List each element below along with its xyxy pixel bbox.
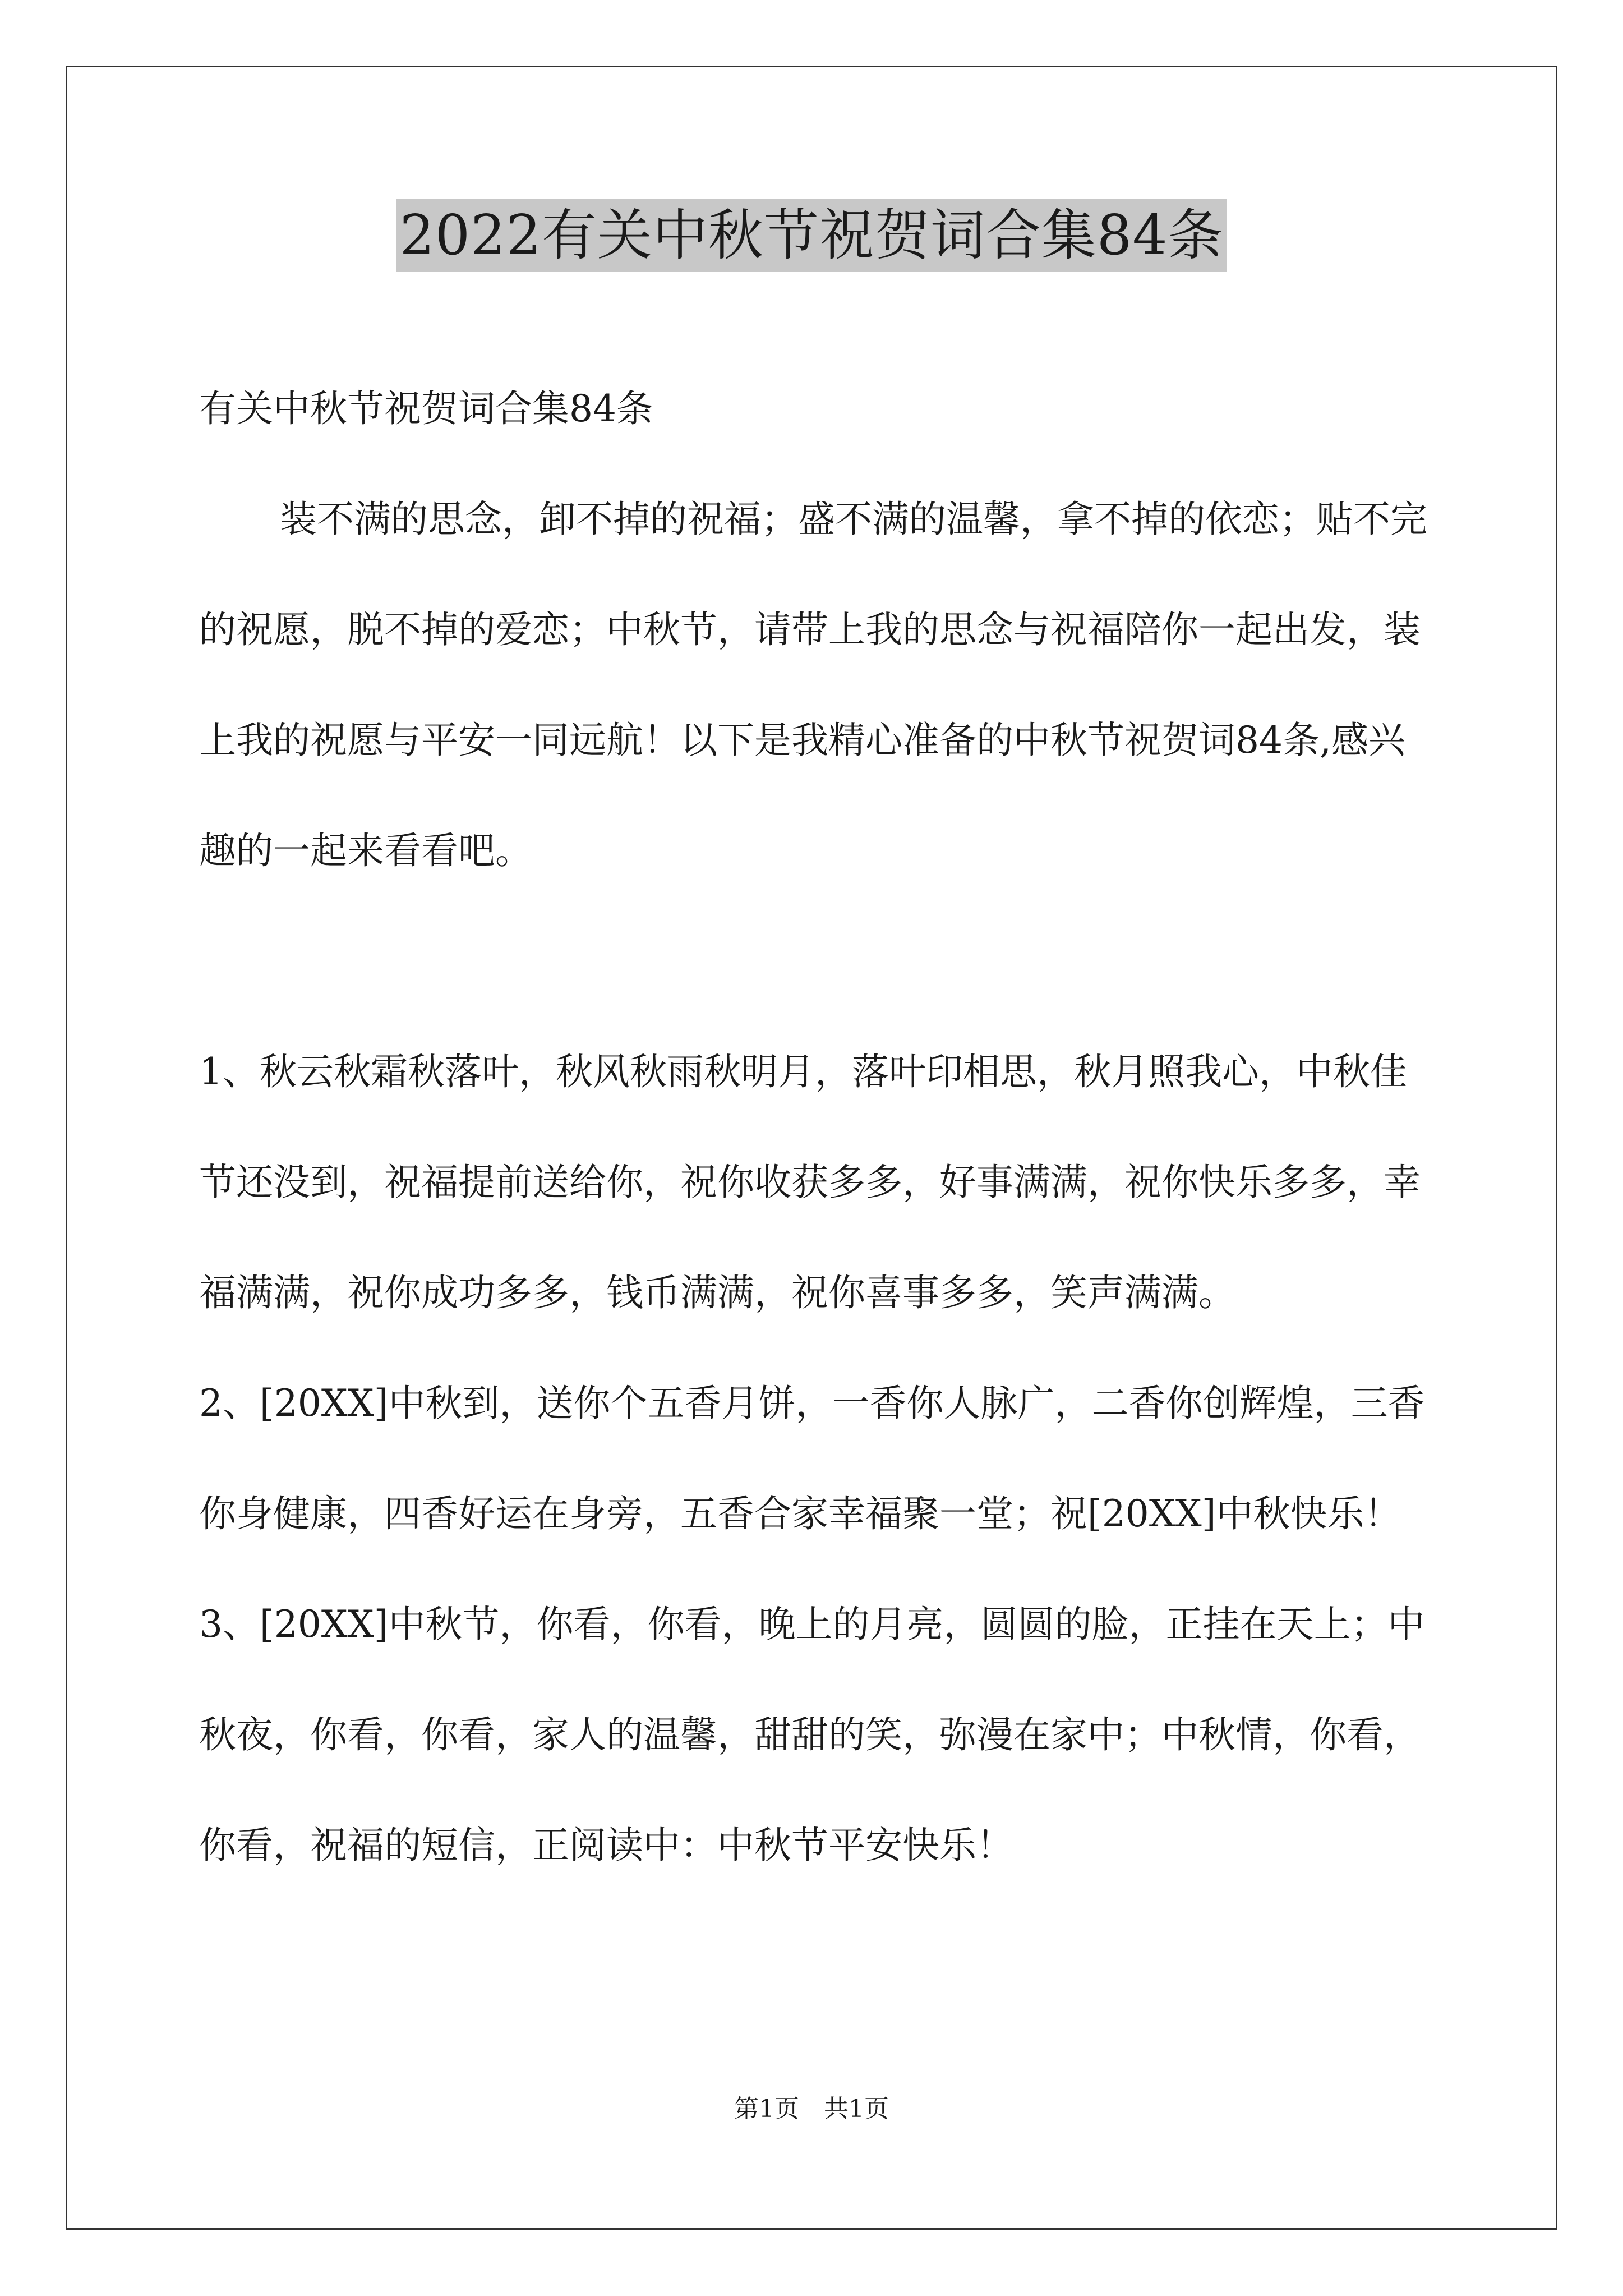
- page-footer: 第1页 共1页: [734, 2095, 889, 2123]
- greeting-item-2: 2、[20XX]中秋到，送你个五香月饼，一香你人脉广，二香你创辉煌，三香你身健康，四香好运在身旁，五香合家幸福聚一堂；祝[20XX]中秋快乐！: [199, 1382, 1425, 1535]
- greeting-item-3: 3、[20XX]中秋节，你看，你看，晚上的月亮，圆圆的脸，正挂在天上；中秋夜，你看，你看，家人的温馨，甜甜的笑，弥漫在家中；中秋情，你看，你看，祝福的短信，正阅读中：中秋节平安快乐！: [199, 1603, 1425, 1867]
- document-body: [199, 353, 1441, 1901]
- intro-paragraph: 装不满的思念，卸不掉的祝福；盛不满的温馨，拿不掉的依恋；贴不完的祝愿，脱不掉的爱恋；中秋节，请带上我的思念与祝福陪你一起出发，装上我的祝愿与平安一同远航！以下是我精心准备的中秋节祝贺词84条,感兴趣的一起来看看吧。: [199, 498, 1427, 872]
- document-subtitle: 有关中秋节祝贺词合集84条: [199, 387, 653, 430]
- document-title: 2022有关中秋节祝贺词合集84条: [396, 199, 1227, 272]
- title-container: [0, 199, 1623, 272]
- paragraph-spacer: [199, 906, 1441, 1016]
- greeting-item-1: 1、秋云秋霜秋落叶，秋风秋雨秋明月，落叶印相思，秋月照我心，中秋佳节还没到，祝福提前送给你，祝你收获多多，好事满满，祝你快乐多多，幸福满满，祝你成功多多，钱币满满，祝你喜事多多，笑声满满。: [199, 1050, 1421, 1314]
